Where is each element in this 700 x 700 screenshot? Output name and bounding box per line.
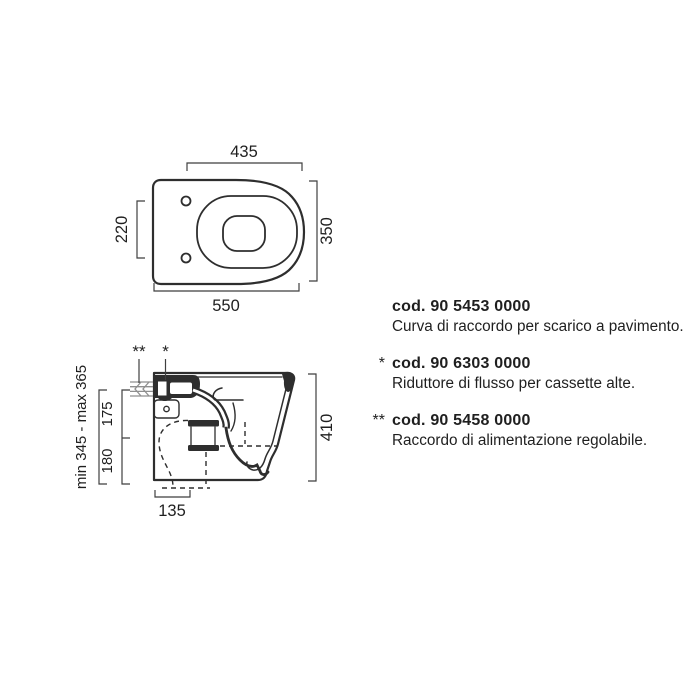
note-flow-reducer — [368, 354, 698, 394]
note-code-3: cod. 90 5458 0000 — [392, 412, 531, 429]
dim-bracket-220 — [137, 201, 145, 258]
marker-reducer: * — [162, 342, 169, 361]
dim-label-135: 135 — [158, 502, 186, 520]
dim-bracket-410 — [308, 374, 316, 481]
top-view-bowl-opening — [223, 216, 265, 251]
accessory-notes — [368, 297, 698, 451]
supply-inlet-port — [158, 382, 167, 396]
note-floor-drain-bend — [368, 297, 698, 337]
flow-reducer-seat — [170, 383, 192, 395]
outlet-flange-top — [188, 420, 219, 427]
dim-label-435: 435 — [230, 143, 258, 161]
note-marker-3: ** — [372, 412, 385, 429]
dim-bracket-135 — [155, 490, 190, 497]
dim-bracket-435 — [187, 163, 302, 171]
dim-bracket-350 — [309, 181, 317, 281]
dim-label-175: 175 — [99, 401, 116, 427]
side-view — [73, 342, 336, 520]
note-description-3: Raccordo di alimentazione regolabile. — [392, 432, 648, 449]
fixing-hole-bottom — [182, 254, 191, 263]
dim-bracket-175-180 — [122, 390, 130, 484]
note-code-2: cod. 90 6303 0000 — [392, 355, 531, 372]
dim-label-180: 180 — [99, 448, 116, 474]
note-marker-2: * — [378, 355, 385, 372]
dim-label-550: 550 — [212, 297, 240, 315]
dim-label-410: 410 — [318, 413, 336, 442]
note-code-1: cod. 90 5453 0000 — [392, 298, 531, 315]
dim-label-350: 350 — [318, 217, 336, 245]
supply-connector — [130, 382, 153, 396]
outlet-flange-bottom — [188, 445, 219, 451]
top-view — [113, 143, 336, 315]
note-description-1: Curva di raccordo per scarico a pavimento. — [392, 318, 684, 335]
fixing-hole-top — [182, 197, 191, 206]
note-supply-connection — [368, 411, 698, 451]
note-description-2: Riduttore di flusso per cassette alte. — [392, 375, 636, 392]
marker-supply: ** — [132, 342, 146, 361]
dim-label-220: 220 — [113, 215, 131, 244]
dim-label-minmax: min 345 - max 365 — [73, 364, 90, 490]
